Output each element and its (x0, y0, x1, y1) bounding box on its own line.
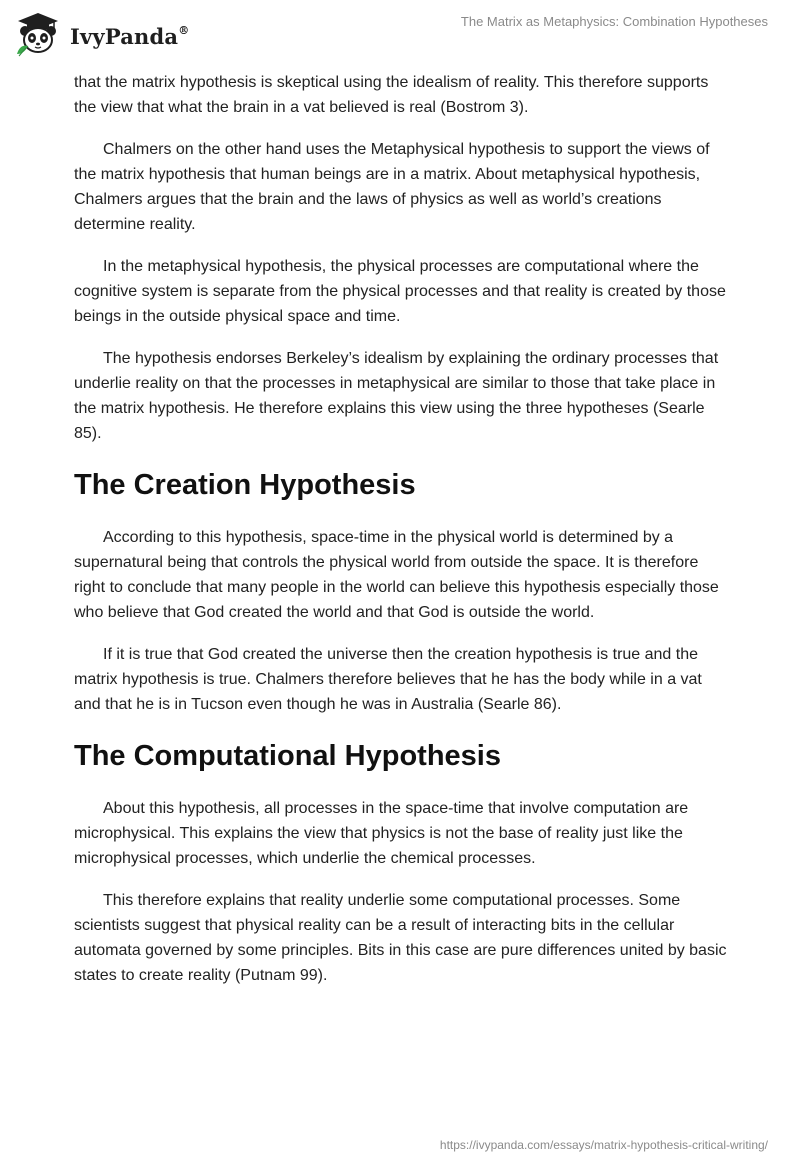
paragraph: According to this hypothesis, space-time in the physical world is determined by a supernatural being that controls the physical world from outside the space. It is therefore right to conclude that many people in the world can believe this hypothesis especially those who believe that God created the world and that God is outside the world. (74, 529, 719, 621)
paragraph: This therefore explains that reality underlie some computational processes. Some scientists suggest that physical reality can be a result of interacting bits in the cellular automata governed by some principles. Bits in this case are pure differences united by basic states to create reality (Putnam 99). (74, 892, 727, 984)
paragraph: The hypothesis endorses Berkeley’s idealism by explaining the ordinary processes that underlie reality on that the processes in metaphysical are similar to those that take place in the matrix hypothesis. He therefore explains this view using the three hypotheses (Searle 85). (74, 350, 719, 442)
page-header (0, 0, 800, 62)
section-heading-creation: The Creation Hypothesis (74, 469, 416, 501)
source-url-link[interactable]: https://ivypanda.com/essays/matrix-hypothesis-critical-writing/ (439, 1138, 768, 1152)
paragraph: that the matrix hypothesis is skeptical using the idealism of reality. This therefore supports the view that what the brain in a vat believed is real (Bostrom 3). (74, 74, 709, 116)
panda-graduate-icon (14, 10, 62, 58)
document-title: The Matrix as Metaphysics: Combination Hypotheses (460, 14, 768, 29)
essay-body (74, 70, 728, 1005)
paragraph: If it is true that God created the universe then the creation hypothesis is true and the matrix hypothesis is true. Chalmers therefore believes that he has the body while in a vat and that he is in Tucson even though he was in Australia (Searle 86). (74, 646, 702, 713)
paragraph: Chalmers on the other hand uses the Metaphysical hypothesis to support the views of the matrix hypothesis that human beings are in a matrix. About metaphysical hypothesis, Chalmers argues that the brain and the laws of physics as well as world’s creations determine reality. (74, 141, 710, 233)
section-heading-computational: The Computational Hypothesis (74, 740, 501, 772)
brand-name: IvyPanda® (70, 23, 190, 49)
ivypanda-logo[interactable] (14, 10, 189, 58)
paragraph: About this hypothesis, all processes in the space-time that involve computation are microphysical. This explains the view that physics is not the base of reality just like the microphysical processes, which underlie the chemical processes. (74, 800, 689, 867)
paragraph: In the metaphysical hypothesis, the physical processes are computational where the cognitive system is separate from the physical processes and that reality is created by those beings in the outside physical space and time. (74, 258, 726, 325)
